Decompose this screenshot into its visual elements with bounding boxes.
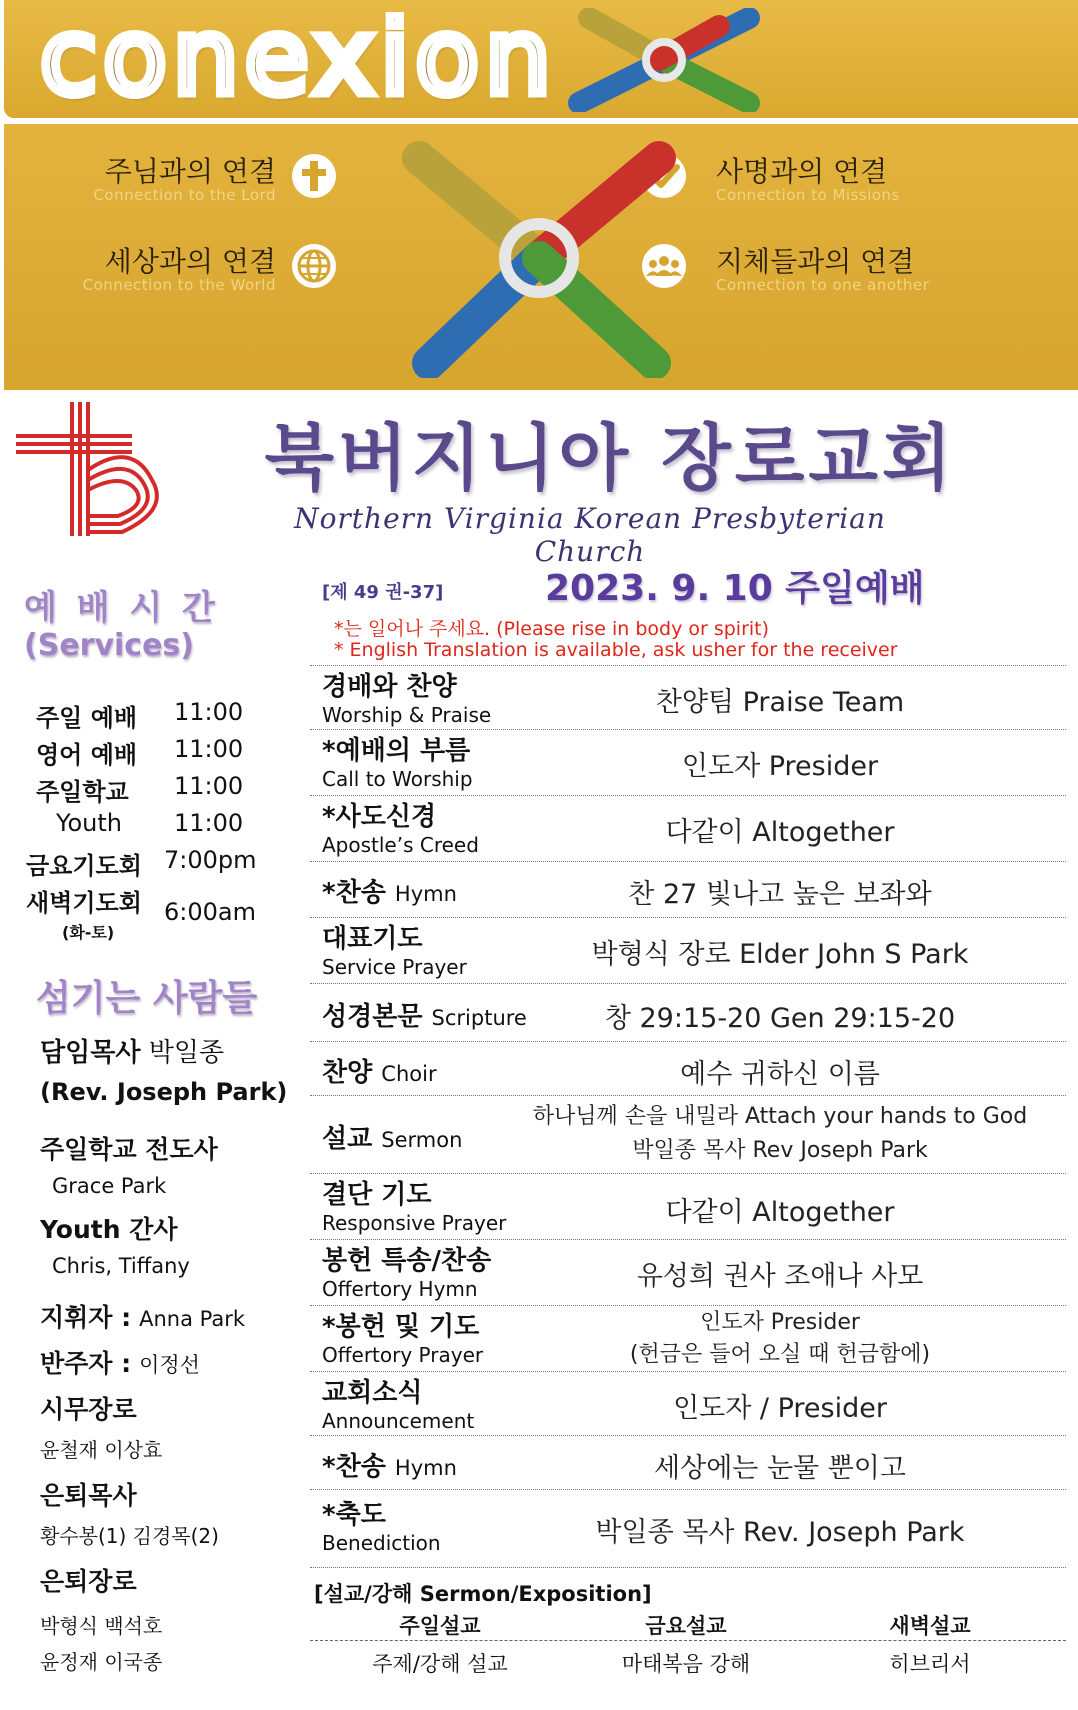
senior-pastor-en: (Rev. Joseph Park) [40, 1078, 288, 1106]
order-item-value: 박형식 장로 Elder John S Park [591, 939, 969, 970]
connection-missions-ko: 사명과의 연결 [716, 155, 888, 188]
connection-missions-en: Connection to Missions [716, 186, 900, 204]
connection-lord [34, 146, 344, 216]
order-item-ko: 찬양 [322, 1058, 373, 1088]
staff-heading: 섬기는 사람들 [36, 978, 258, 1019]
service-time-sunday: 11:00 [174, 698, 244, 726]
conexion-wordmark: conexion [40, 12, 557, 102]
order-row [310, 1435, 1066, 1489]
order-item-ko: 경배와 찬양 [322, 672, 457, 702]
order-item-en: Scripture [431, 1006, 527, 1030]
order-row [310, 861, 1066, 917]
translation-note: * English Translation is available, ask usher for the receiver [334, 639, 898, 661]
retired-pastors-names: 황수봉(1) 김경목(2) [40, 1524, 219, 1548]
connection-world [24, 236, 344, 306]
order-item-value: 유성희 권사 조애나 사모 [636, 1261, 924, 1292]
order-item-ko: *사도신경 [322, 802, 437, 832]
order-item-ko: *축도 [322, 1500, 386, 1530]
senior-pastor-title: 담임목사 [40, 1038, 141, 1068]
services-heading-en: (Services) [24, 628, 194, 663]
church-cross-emblem-icon [12, 400, 172, 538]
services-heading-ko: 예 배 시 간 [24, 588, 219, 628]
order-item-value-2: (헌금은 들어 오실 때 헌금함에) [629, 1342, 931, 1367]
sermon-series-title: [설교/강해 Sermon/Exposition] [314, 1582, 652, 1606]
order-item-value: 인도자 / Presider [673, 1393, 887, 1424]
linked-chain-cross-icon [389, 138, 689, 378]
order-item-value: 하나님께 손을 내밀라 Attach your hands to God [532, 1104, 1028, 1129]
service-time-sunday-school: 11:00 [174, 772, 244, 800]
order-bottom-divider [310, 1567, 1066, 1568]
order-item-en: Call to Worship [322, 767, 473, 791]
conductor-name: Anna Park [139, 1307, 246, 1331]
connection-one-another-en: Connection to one another [716, 276, 930, 294]
service-name-sunday-school: 주일학교 [36, 778, 129, 806]
order-item-en: Hymn [394, 882, 457, 906]
service-time-friday-prayer: 7:00pm [164, 846, 257, 874]
order-row [310, 1041, 1066, 1095]
order-item-value: 다같이 Altogether [665, 1197, 895, 1228]
service-name-english: 영어 예배 [36, 741, 138, 769]
sermon-header-sunday: 주일설교 [399, 1614, 481, 1638]
order-row [310, 917, 1066, 983]
order-item-ko: *예배의 부름 [322, 736, 471, 766]
sermon-header-dawn: 새벽설교 [889, 1614, 971, 1638]
order-row [310, 1239, 1066, 1305]
bulletin-volume: [제 49 권-37] [322, 582, 444, 603]
youth-title: Youth 간사 [40, 1215, 178, 1244]
connection-world-ko: 세상과의 연결 [104, 245, 276, 278]
sermon-header-friday: 금요설교 [645, 1614, 727, 1638]
order-row [310, 1305, 1066, 1371]
order-row [310, 1173, 1066, 1239]
retired-elders-line1: 박형식 백석호 [40, 1614, 163, 1638]
cross-circle-icon [284, 152, 344, 200]
order-item-en: Announcement [322, 1409, 475, 1433]
order-item-en: Offertory Prayer [322, 1343, 484, 1367]
elders-title: 시무장로 [40, 1395, 137, 1424]
service-name-youth: Youth [56, 809, 122, 837]
senior-pastor-name: 박일종 [148, 1038, 225, 1068]
sermon-value-sunday: 주제/강해 설교 [372, 1652, 508, 1676]
sermon-table-divider [310, 1640, 1066, 1641]
accompanist-name: 이정선 [139, 1353, 200, 1377]
conductor-title: 지휘자 : [40, 1303, 132, 1332]
accompanist [40, 1344, 200, 1380]
order-item-value: 찬양팀 Praise Team [655, 687, 905, 718]
linked-chain-x-logo-icon [549, 8, 779, 112]
conexion-banner [4, 0, 1078, 118]
sunday-school-title: 주일학교 전도사 [40, 1135, 218, 1164]
connection-missions [634, 146, 1034, 216]
order-row [310, 665, 1066, 729]
bulletin-title: 2023. 9. 10 주일예배 [545, 568, 925, 609]
accompanist-title: 반주자 : [40, 1349, 132, 1378]
service-time-english: 11:00 [174, 735, 244, 763]
retired-pastors-title: 은퇴목사 [40, 1481, 137, 1510]
order-item-en: Choir [381, 1062, 437, 1086]
order-item-value: 예수 귀하신 이름 [680, 1059, 880, 1090]
order-item-en: Hymn [394, 1456, 457, 1480]
sermon-value-dawn: 히브리서 [889, 1652, 971, 1676]
order-item-value: 세상에는 눈물 뿐이고 [654, 1453, 906, 1484]
retired-elders-title: 은퇴장로 [40, 1567, 137, 1596]
order-item-value: 인도자 Presider [681, 751, 879, 782]
order-row [310, 1489, 1066, 1567]
service-name-dawn-prayer: 새벽기도회 [26, 889, 142, 917]
order-item-ko: 봉헌 특송/찬송 [322, 1246, 492, 1276]
order-item-ko: *봉헌 및 기도 [322, 1312, 480, 1342]
connection-world-en: Connection to the World [82, 276, 276, 294]
senior-pastor [40, 1032, 224, 1069]
order-item-en: Benediction [322, 1531, 441, 1555]
connection-one-another-ko: 지체들과의 연결 [716, 245, 915, 278]
connections-banner [4, 124, 1078, 390]
service-dawn-days: (화-토) [62, 923, 115, 942]
elders-names: 윤철재 이상효 [40, 1438, 163, 1462]
connection-lord-ko: 주님과의 연결 [104, 155, 276, 188]
order-item-en: Service Prayer [322, 955, 467, 979]
order-item-en: Responsive Prayer [322, 1211, 507, 1235]
order-item-value: 박일종 목사 Rev. Joseph Park [595, 1517, 965, 1548]
church-name-korean: 북버지니아 장로교회 [264, 416, 956, 500]
left-sidebar [0, 570, 300, 1710]
globe-icon [284, 242, 344, 290]
sunday-school-name: Grace Park [52, 1174, 167, 1198]
order-item-en: Apostle’s Creed [322, 833, 479, 857]
order-item-ko: 교회소식 [322, 1378, 423, 1408]
order-item-en: Worship & Praise [322, 703, 492, 727]
order-item-ko: 설교 [322, 1124, 373, 1154]
order-item-value: 창 29:15-20 Gen 29:15-20 [604, 1003, 956, 1034]
conductor [40, 1298, 245, 1334]
connection-one-another [634, 236, 1074, 306]
order-item-ko: *찬송 [322, 878, 386, 908]
retired-elders-line2: 윤정재 이국종 [40, 1650, 163, 1674]
church-name-english: Northern Virginia Korean Presbyterian Church [294, 502, 886, 568]
service-name-friday-prayer: 금요기도회 [26, 852, 142, 880]
sermon-value-friday: 마태복음 강해 [621, 1652, 751, 1676]
order-item-value-2: 박일종 목사 Rev Joseph Park [632, 1138, 928, 1163]
order-item-ko: 성경본문 [322, 1002, 423, 1032]
order-item-ko: 결단 기도 [322, 1180, 432, 1210]
service-name-sunday: 주일 예배 [36, 704, 138, 732]
order-row [310, 1095, 1066, 1173]
rise-note: *는 일어나 주세요. (Please rise in body or spirit) [334, 618, 770, 640]
order-item-en: Offertory Hymn [322, 1277, 478, 1301]
order-row [310, 1371, 1066, 1435]
order-row [310, 795, 1066, 861]
order-item-value: 다같이 Altogether [665, 817, 895, 848]
order-row [310, 729, 1066, 795]
order-item-value: 찬 27 빛나고 높은 보좌와 [628, 879, 932, 910]
youth-name: Chris, Tiffany [52, 1254, 190, 1278]
order-item-en: Sermon [381, 1128, 463, 1152]
service-time-dawn-prayer: 6:00am [164, 898, 256, 926]
order-row [310, 983, 1066, 1041]
connection-lord-en: Connection to the Lord [93, 186, 276, 204]
order-item-ko: *찬송 [322, 1452, 386, 1482]
order-item-value: 인도자 Presider [700, 1310, 860, 1335]
order-item-ko: 대표기도 [322, 924, 423, 954]
service-time-youth: 11:00 [174, 809, 244, 837]
